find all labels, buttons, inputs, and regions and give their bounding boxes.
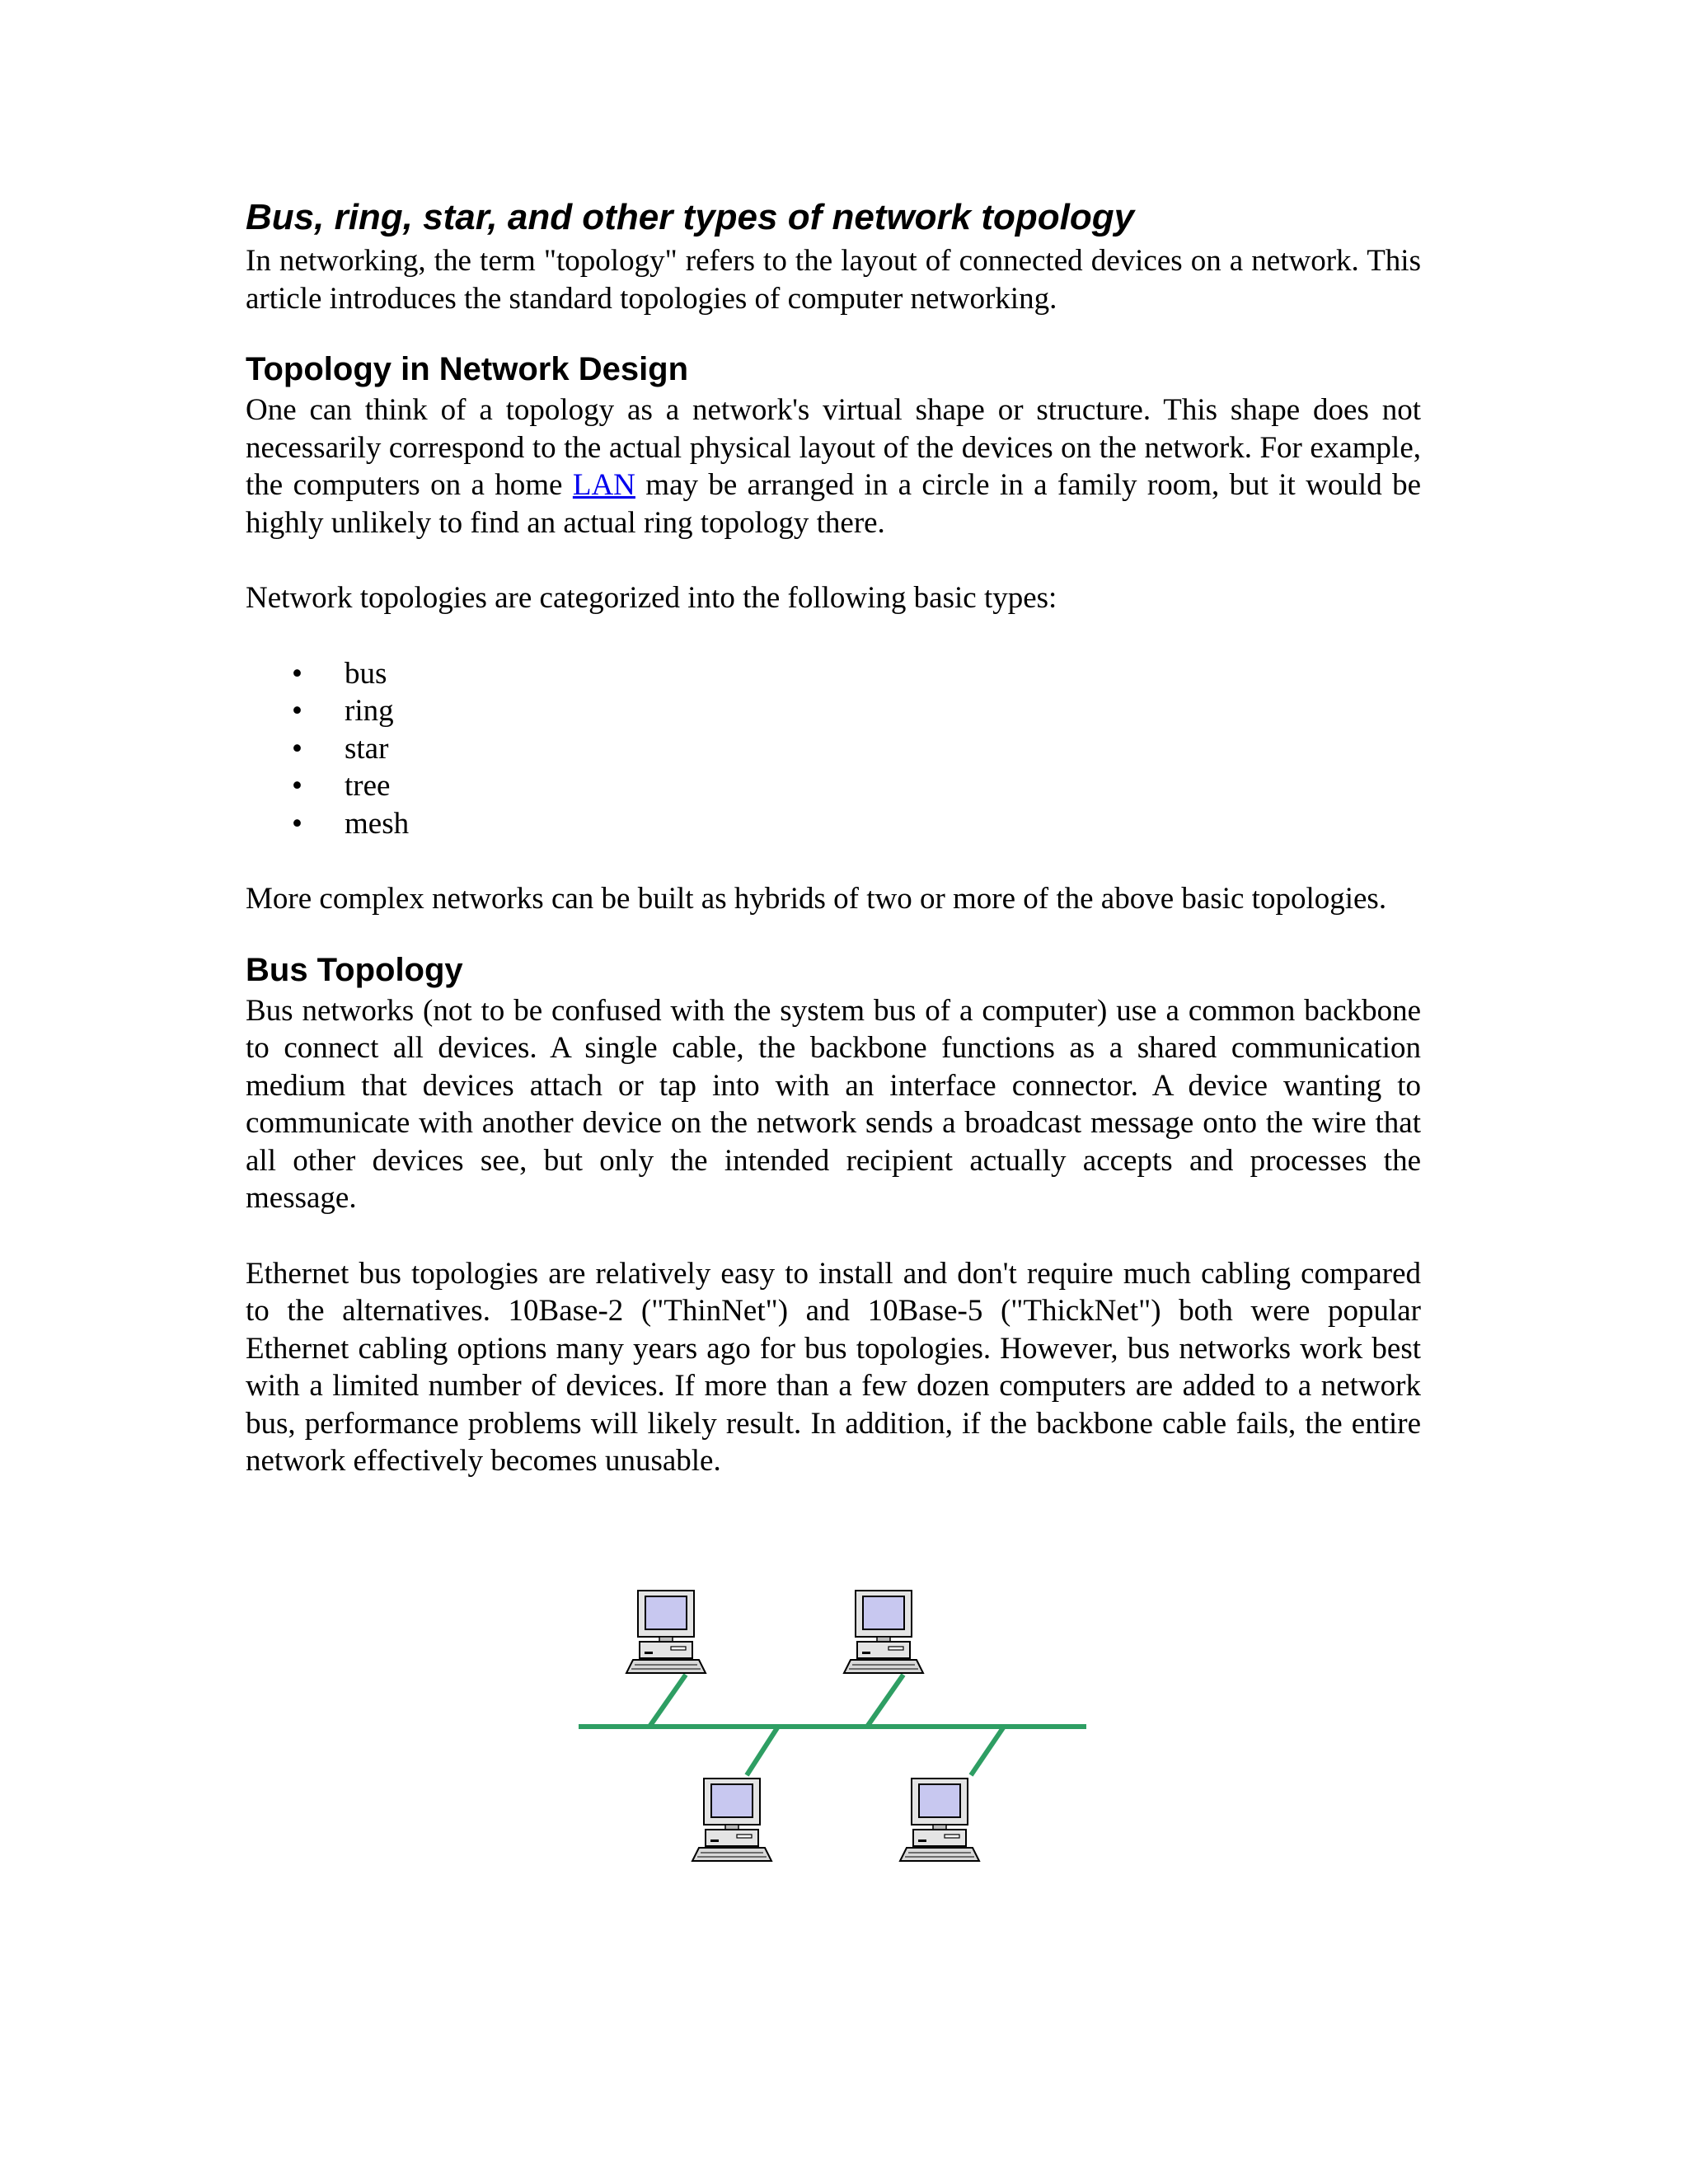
drop-cable-line (747, 1727, 778, 1775)
list-item: • star (246, 730, 1421, 768)
bus-paragraph-2: Ethernet bus topologies are relatively easy to install and don't require much cabling compared to the alternatives. 10Base-2 ("ThinNet") and 10Base-5 ("ThickNet") both were popular Ethernet cabling options many years ago for bus topologies. However, bus networks work best with a limited number of devices. If more than a few dozen computers are added to a network bus, performance problems will likely result. In addition, if the backbone cable fails, the entire network effectively becomes unusable. (246, 1256, 1421, 1478)
bus-topology-diagram (577, 1586, 1096, 1874)
topology-types-list (246, 655, 1421, 843)
paragraph-text: may be arranged in a circle in a family room, but it would be highly unlikely to find an actual ring topology there. (246, 468, 1421, 540)
computer-icon (626, 1591, 706, 1673)
intro-paragraph: In networking, the term "topology" refers to the layout of connected devices on a network. This article introduces the standard topologies of computer networking. (246, 244, 1421, 316)
computer-icon (900, 1779, 979, 1861)
paragraph-text: One can think of a topology as a network's virtual shape or structure. This shape does not necessarily correspond to the actual physical layout of the devices on the network. For example, the computers on a home (246, 393, 1421, 502)
bus-paragraph-1: Bus networks (not to be confused with the system bus of a computer) use a common backbone to connect all devices. A single cable, the backbone functions as a shared communication medium that devices attach or tap into with an interface connector. A device wanting to communicate with another device on the network sends a broadcast message onto the wire that all other devices see, but only the intended recipient actually accepts and processes the message. (246, 993, 1421, 1215)
drop-cable-line (971, 1727, 1004, 1775)
types-intro-paragraph: Network topologies are categorized into the following basic types: (246, 581, 1057, 615)
list-item: • tree (246, 767, 1421, 805)
topology-design-paragraph (246, 391, 1421, 541)
section-heading-topology-design: Topology in Network Design (246, 351, 689, 387)
list-item: • ring (246, 692, 1421, 730)
computer-icon (844, 1591, 923, 1673)
hybrid-paragraph: More complex networks can be built as hybrids of two or more of the above basic topologies. (246, 882, 1387, 916)
bullet-icon: • (292, 806, 302, 841)
list-item: • mesh (246, 805, 1421, 843)
lan-link[interactable]: LAN (572, 468, 635, 502)
list-item: • bus (246, 655, 1421, 693)
page-title: Bus, ring, star, and other types of network topology (246, 197, 1135, 237)
document-page (246, 194, 1421, 1480)
computer-icon (692, 1779, 771, 1861)
bullet-icon: • (292, 731, 302, 766)
drop-cable-line (867, 1675, 903, 1727)
section-heading-bus-topology: Bus Topology (246, 951, 463, 988)
drop-cable-line (649, 1675, 686, 1727)
bullet-icon: • (292, 656, 302, 691)
bullet-icon: • (292, 769, 302, 803)
bullet-icon: • (292, 694, 302, 728)
